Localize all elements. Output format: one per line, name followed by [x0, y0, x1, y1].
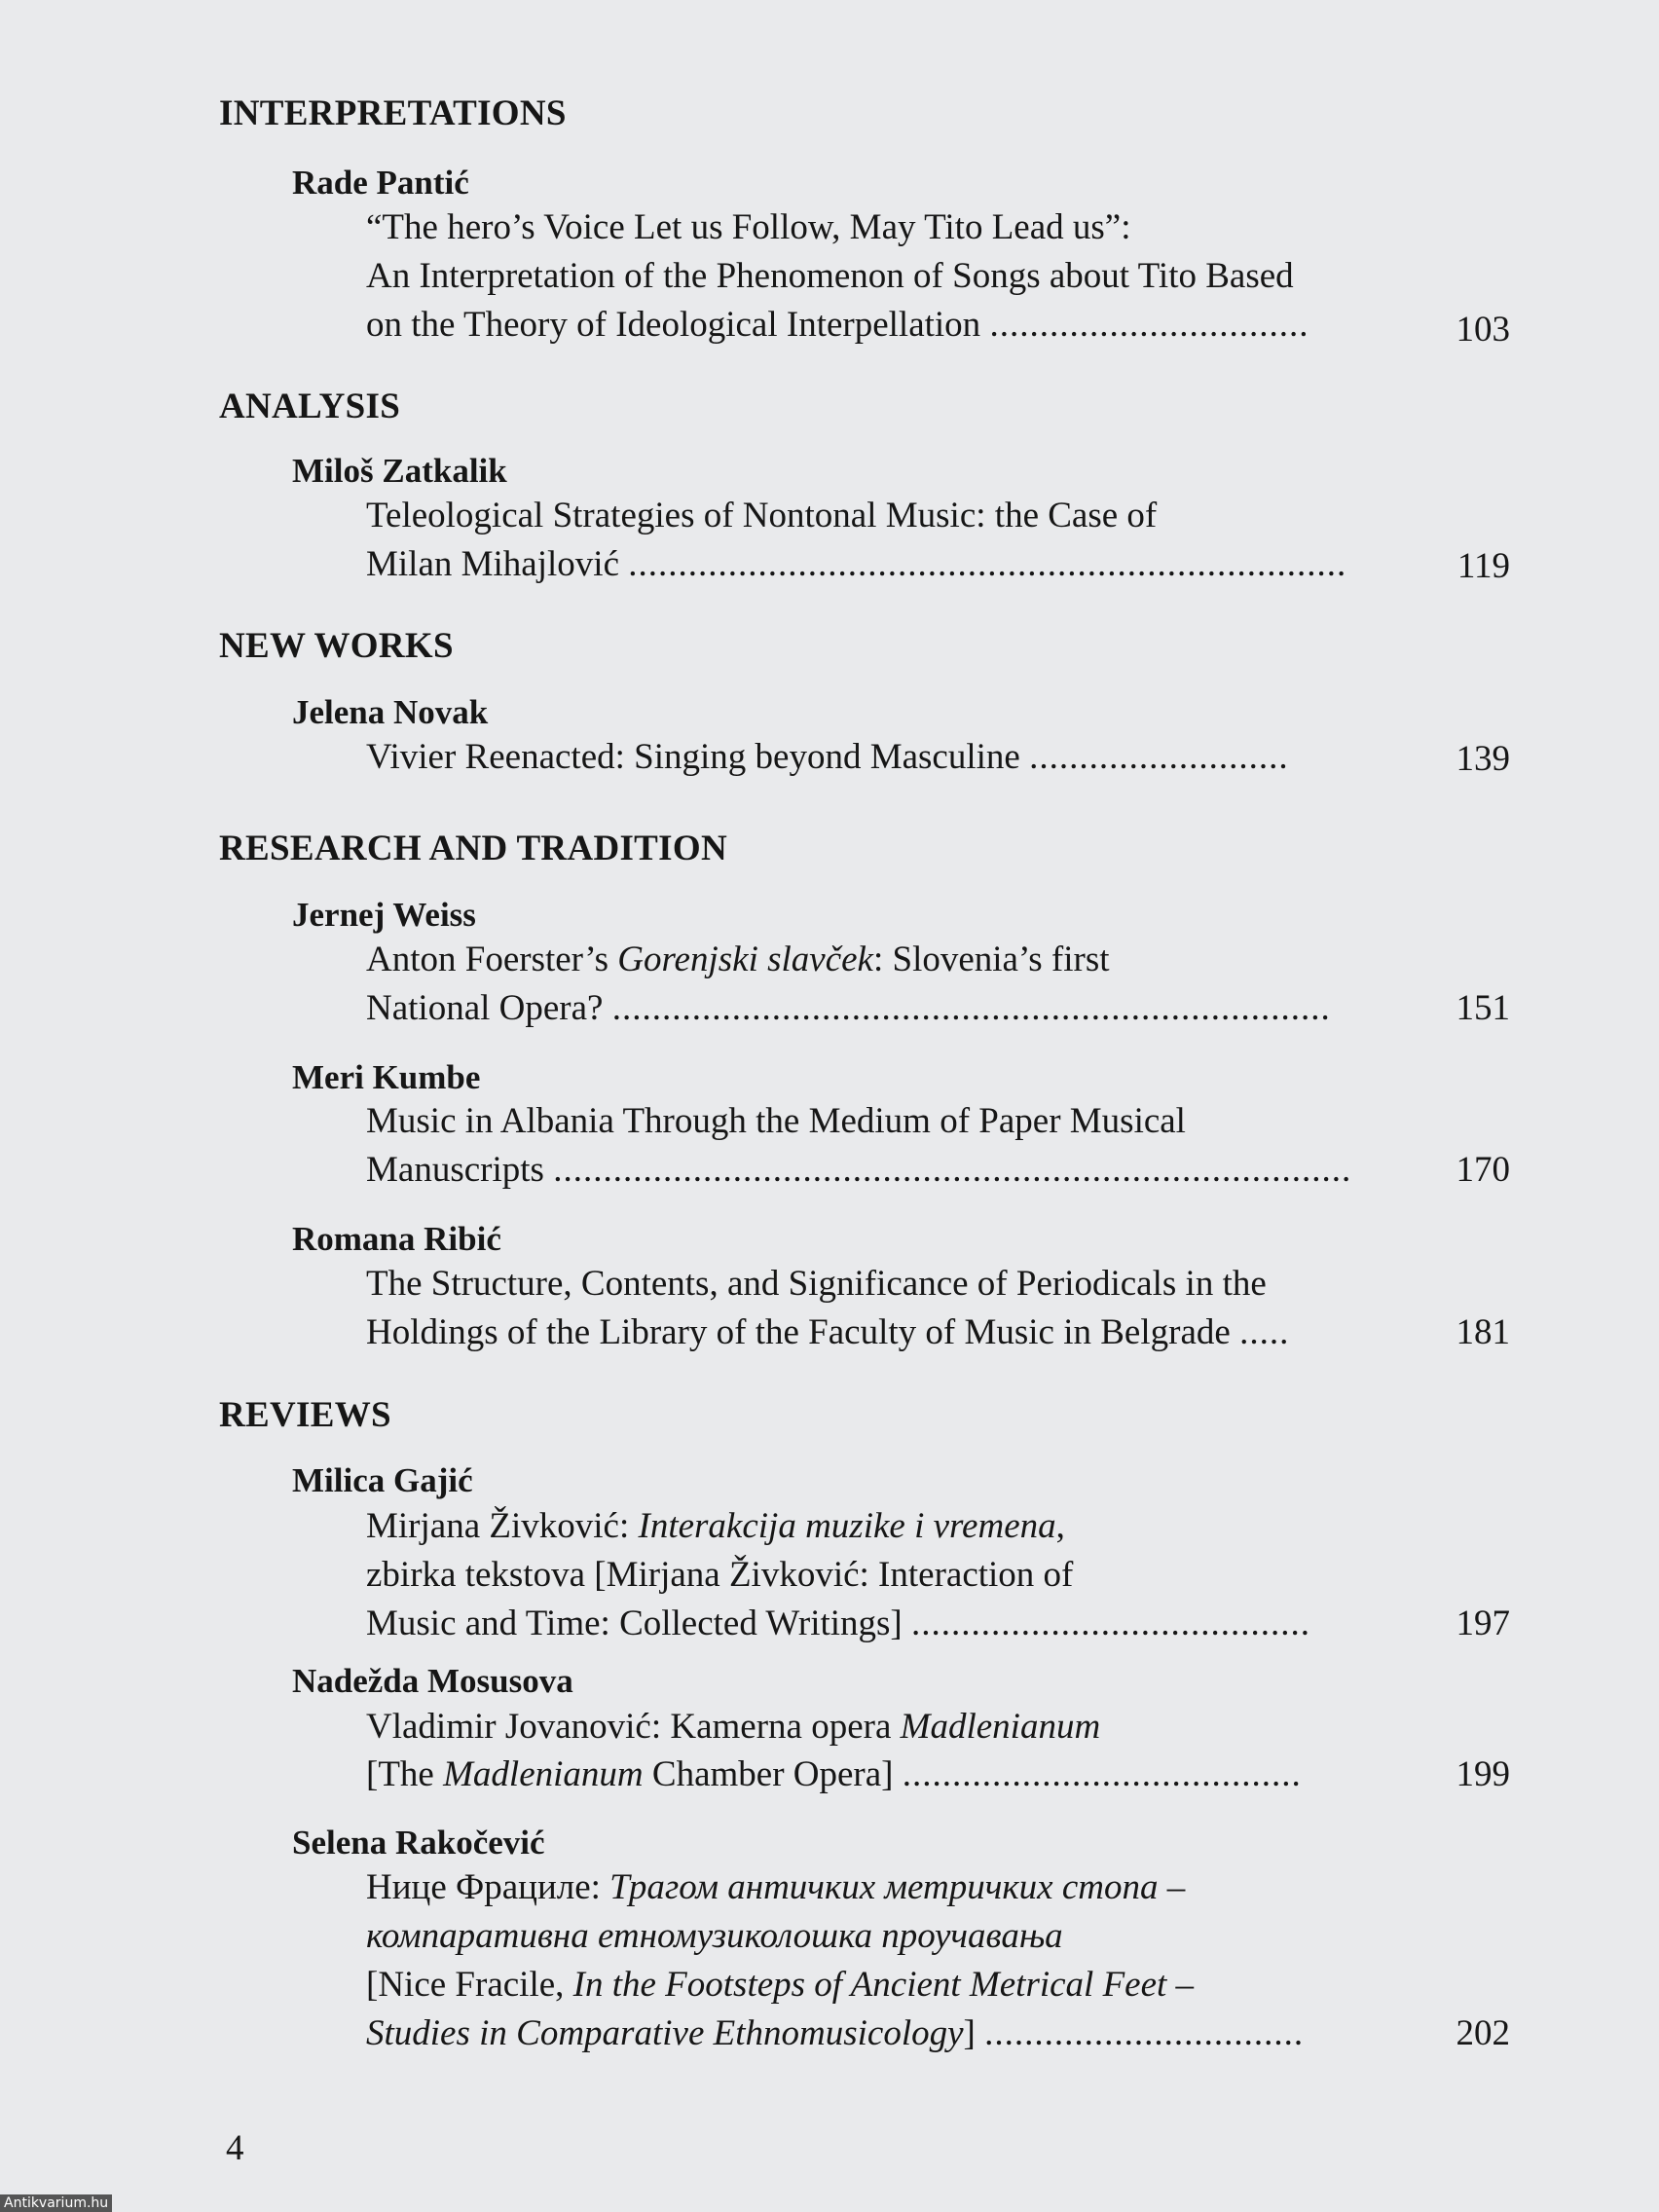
page-number: 103 [1456, 310, 1510, 350]
entry-author: Selena Rakočević [292, 1824, 545, 1862]
entry-title-line: Mirjana Živković: Interakcija muzike i vremena, [366, 1506, 1065, 1546]
page-number: 139 [1456, 739, 1510, 779]
page-number: 119 [1456, 546, 1510, 586]
leader-dots: ........................................................................ [628, 544, 1347, 584]
entry-author: Jernej Weiss [292, 896, 476, 934]
leader-dots: ........................................ [902, 1754, 1302, 1794]
leader-dots: ................................ [984, 2013, 1305, 2053]
page-number: 197 [1456, 1604, 1510, 1643]
section-heading: INTERPRETATIONS [219, 93, 567, 133]
page-number: 170 [1456, 1150, 1510, 1190]
entry-title-line: [Nice Fracile, In the Footsteps of Ancient Metrical Feet – [366, 1965, 1195, 2005]
leader-dots: ................................................................................ [553, 1150, 1352, 1190]
entry-author: Romana Ribić [292, 1220, 501, 1258]
leader-dots: ..... [1239, 1312, 1290, 1352]
entry-title-line: Teleological Strategies of Nontonal Music: the Case of [366, 496, 1158, 535]
leader-dots: ........................................................................ [611, 988, 1331, 1028]
section-heading: REVIEWS [219, 1395, 391, 1435]
page-number: 151 [1456, 988, 1510, 1028]
entry-title-line: National Opera? ........................................................................ [366, 988, 1331, 1028]
folio-page-number: 4 [226, 2128, 244, 2168]
entry-title-line: on the Theory of Ideological Interpellation ................................ [366, 305, 1309, 345]
page-number: 202 [1456, 2013, 1510, 2053]
entry-author: Meri Kumbe [292, 1058, 481, 1096]
entry-title-line: [The Madlenianum Chamber Opera] ........................................ [366, 1754, 1302, 1794]
entry-author: Nadežda Mosusova [292, 1662, 573, 1700]
entry-title-line: “The hero’s Voice Let us Follow, May Tito Lead us”: [366, 207, 1131, 247]
entry-title-line: Milan Mihajlović ........................................................................ [366, 544, 1347, 584]
entry-title-line: An Interpretation of the Phenomenon of Songs about Tito Based [366, 256, 1294, 296]
entry-title-line: Holdings of the Library of the Faculty of Music in Belgrade ..... [366, 1312, 1290, 1352]
entry-title-line: Vivier Reenacted: Singing beyond Masculine .......................... [366, 737, 1289, 777]
leader-dots: ........................................ [911, 1604, 1311, 1643]
entry-author: Rade Pantić [292, 164, 469, 202]
entry-author: Milica Gajić [292, 1461, 473, 1499]
section-heading: ANALYSIS [219, 387, 401, 426]
entry-title-line: Music and Time: Collected Writings] ........................................ [366, 1604, 1311, 1643]
watermark: Antikvarium.hu [0, 2194, 112, 2212]
leader-dots: ................................ [989, 305, 1309, 345]
entry-title-line: Anton Foerster’s Gorenjski slavček: Slovenia’s first [366, 940, 1110, 979]
entry-title-line: zbirka tekstova [Mirjana Živković: Interaction of [366, 1555, 1074, 1595]
entry-title-line: Manuscripts ................................................................................ [366, 1150, 1352, 1190]
entry-title-line: Music in Albania Through the Medium of Paper Musical [366, 1101, 1186, 1141]
entry-title-line: Vladimir Jovanović: Kamerna opera Madlenianum [366, 1707, 1101, 1747]
entry-title-line: The Structure, Contents, and Significance of Periodicals in the [366, 1264, 1267, 1304]
entry-title-line: Studies in Comparative Ethnomusicology] ................................ [366, 2013, 1305, 2053]
leader-dots: .......................... [1029, 737, 1289, 777]
entry-title-line: компаративна етномузиколошка проучавања [366, 1916, 1063, 1956]
page-number: 199 [1456, 1754, 1510, 1794]
entry-author: Jelena Novak [292, 693, 489, 731]
entry-title-line: Нице Фрациле: Трагом античких метричких стопа – [366, 1867, 1186, 1907]
section-heading: NEW WORKS [219, 626, 454, 666]
entry-author: Miloš Zatkalik [292, 452, 507, 490]
section-heading: RESEARCH AND TRADITION [219, 829, 727, 868]
page-number: 181 [1456, 1312, 1510, 1352]
